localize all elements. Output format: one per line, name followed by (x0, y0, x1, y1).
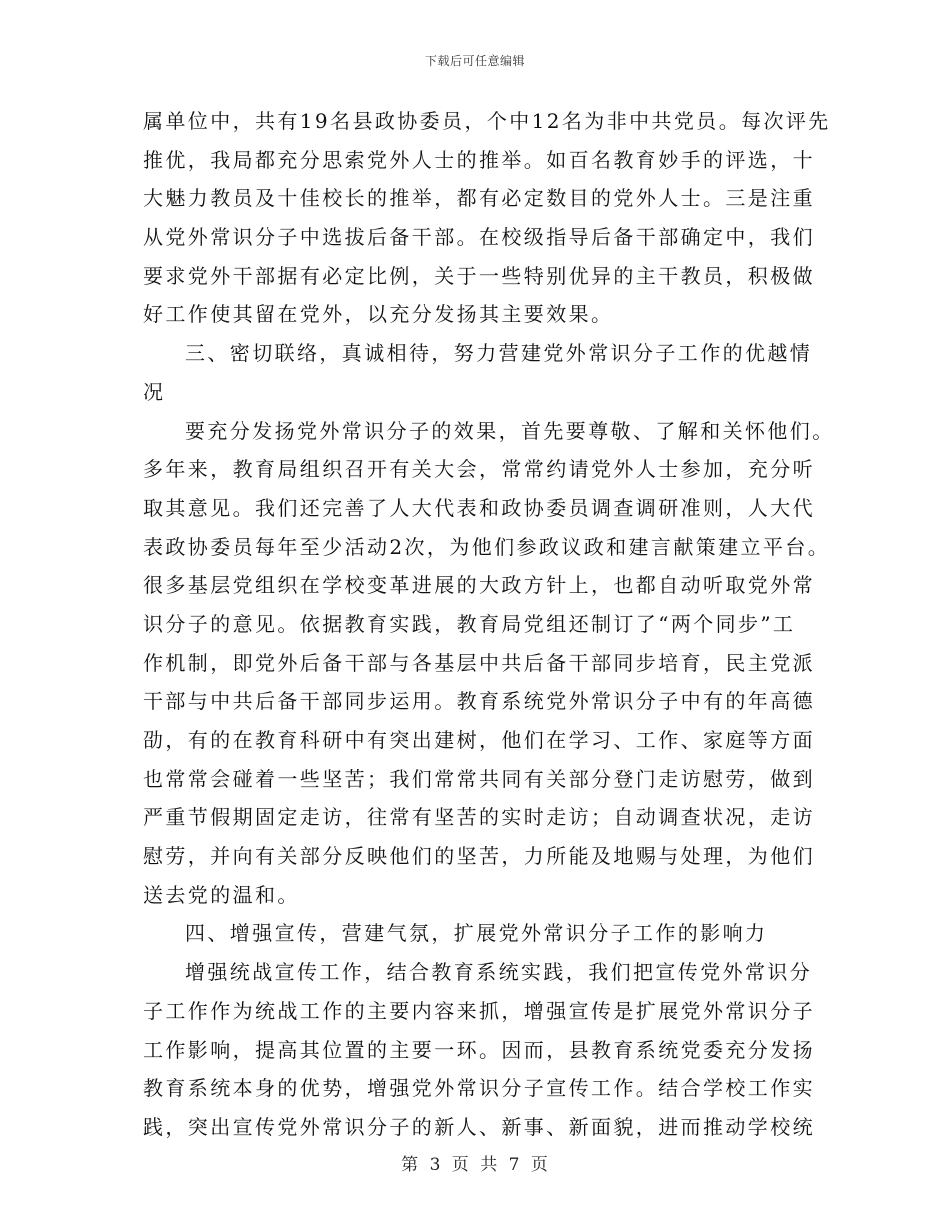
body-line: 严重节假期固定走访，往常有坚苦的实时走访；自动调查状况，走访 (143, 805, 815, 830)
body-line: 子工作作为统战工作的主要内容来抓，增强宣传是扩展党外常识分子 (143, 998, 815, 1023)
body-line: 很多基层党组织在学校变革进展的大政方针上，也都自动听取党外常 (143, 573, 815, 598)
body-line: 要充分发扬党外常识分子的效果，首先要尊敬、了解和关怀他们。 (185, 418, 835, 443)
body-line: 作机制，即党外后备干部与各基层中共后备干部同步培育，民主党派 (143, 650, 815, 675)
body-line: 工作影响，提高其位置的主要一环。因而，县教育系统党委充分发扬 (143, 1037, 815, 1062)
body-line: 也常常会碰着一些坚苦；我们常常共同有关部分登门走访慰劳，做到 (143, 766, 815, 791)
body-line: 四、增强宣传，营建气氛，扩展党外常识分子工作的影响力 (185, 921, 768, 946)
body-line: 推优，我局都充分思索党外人士的推举。如百名教育妙手的评选，十 (143, 147, 815, 172)
body-line: 教育系统本身的优势，增强党外常识分子宣传工作。结合学校工作实 (143, 1076, 815, 1101)
page-footer: 第 3 页 共 7 页 (401, 1155, 549, 1175)
body-line: 送去党的温和。 (143, 882, 300, 907)
body-line: 多年来，教育局组织召开有关大会，常常约请党外人士参加，充分听 (143, 457, 815, 482)
document-body (143, 102, 835, 1147)
body-line: 从党外常识分子中选拔后备干部。在校级指导后备干部确定中，我们 (143, 225, 815, 250)
body-line: 属单位中，共有19名县政协委员，个中12名为非中共党员。每次评先 (143, 109, 831, 133)
body-line: 劭，有的在教育科研中有突出建树，他们在学习、工作、家庭等方面 (143, 728, 815, 752)
body-line: 增强统战宣传工作，结合教育系统实践，我们把宣传党外常识分 (185, 960, 813, 985)
body-line: 表政协委员每年至少活动2次，为他们参政议政和建言献策建立平台。 (143, 534, 831, 559)
body-line: 好工作使其留在党外，以充分发扬其主要效果。 (143, 302, 614, 327)
body-line: 取其意见。我们还完善了人大代表和政协委员调查调研准则，人大代 (143, 495, 815, 520)
body-line: 识分子的意见。依据教育实践，教育局党组还制订了“两个同步”工 (143, 611, 796, 636)
body-line: 三、密切联络，真诚相待，努力营建党外常识分子工作的优越情 (185, 341, 813, 366)
body-line: 大魅力教员及十佳校长的推举，都有必定数目的党外人士。三是注重 (143, 186, 815, 211)
body-line: 践，突出宣传党外常识分子的新人、新事、新面貌，进而推动学校统 (143, 1114, 815, 1139)
body-line: 要求党外干部据有必定比例，关于一些特别优异的主干教员，积极做 (143, 263, 815, 288)
page-header: 下载后可任意编辑 (424, 54, 525, 68)
body-line: 况 (143, 379, 166, 404)
body-line: 干部与中共后备干部同步运用。教育系统党外常识分子中有的年高德 (143, 689, 815, 714)
body-line: 慰劳，并向有关部分反映他们的坚苦，力所能及地赐与处理，为他们 (143, 844, 815, 869)
